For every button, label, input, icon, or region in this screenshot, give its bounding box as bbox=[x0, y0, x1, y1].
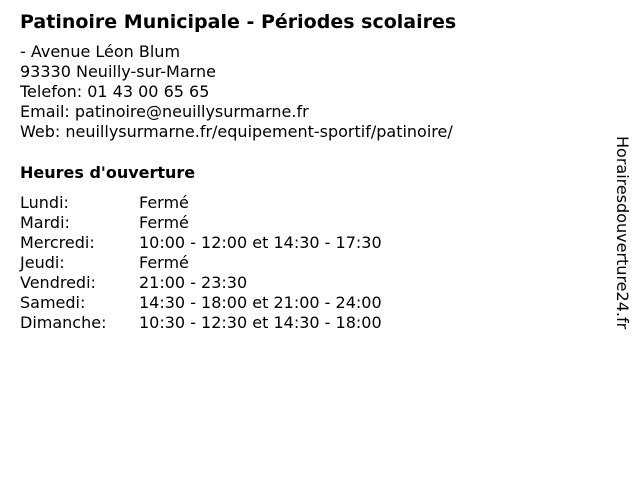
site-watermark: Horairesdouverture24.fr bbox=[613, 136, 632, 330]
phone-line: Telefon: 01 43 00 65 65 bbox=[20, 82, 210, 101]
day-hours: Fermé bbox=[139, 253, 189, 272]
day-label: Dimanche: bbox=[20, 313, 107, 332]
day-label: Vendredi: bbox=[20, 273, 96, 292]
city-line: 93330 Neuilly-sur-Marne bbox=[20, 62, 216, 81]
hours-table bbox=[20, 193, 600, 333]
hours-row-saturday bbox=[20, 293, 600, 313]
hours-heading: Heures d'ouverture bbox=[20, 163, 196, 182]
hours-row-thursday bbox=[20, 253, 600, 273]
day-hours: 14:30 - 18:00 et 21:00 - 24:00 bbox=[139, 293, 382, 312]
day-label: Jeudi: bbox=[20, 253, 65, 272]
hours-row-sunday bbox=[20, 313, 600, 333]
venue-card bbox=[20, 10, 600, 333]
web-line: Web: neuillysurmarne.fr/equipement-sportif/patinoire/ bbox=[20, 122, 453, 141]
day-hours: 10:30 - 12:30 et 14:30 - 18:00 bbox=[139, 313, 382, 332]
hours-row-friday bbox=[20, 273, 600, 293]
day-hours: 10:00 - 12:00 et 14:30 - 17:30 bbox=[139, 233, 382, 252]
day-label: Lundi: bbox=[20, 193, 69, 212]
day-hours: Fermé bbox=[139, 193, 189, 212]
day-hours: Fermé bbox=[139, 213, 189, 232]
hours-row-monday bbox=[20, 193, 600, 213]
address-block bbox=[20, 42, 600, 142]
hours-row-wednesday bbox=[20, 233, 600, 253]
email-line: Email: patinoire@neuillysurmarne.fr bbox=[20, 102, 309, 121]
street-line: - Avenue Léon Blum bbox=[20, 42, 181, 61]
hours-row-tuesday bbox=[20, 213, 600, 233]
day-label: Mardi: bbox=[20, 213, 70, 232]
venue-title: Patinoire Municipale - Périodes scolaires bbox=[20, 11, 457, 33]
day-label: Mercredi: bbox=[20, 233, 95, 252]
day-hours: 21:00 - 23:30 bbox=[139, 273, 248, 292]
day-label: Samedi: bbox=[20, 293, 86, 312]
